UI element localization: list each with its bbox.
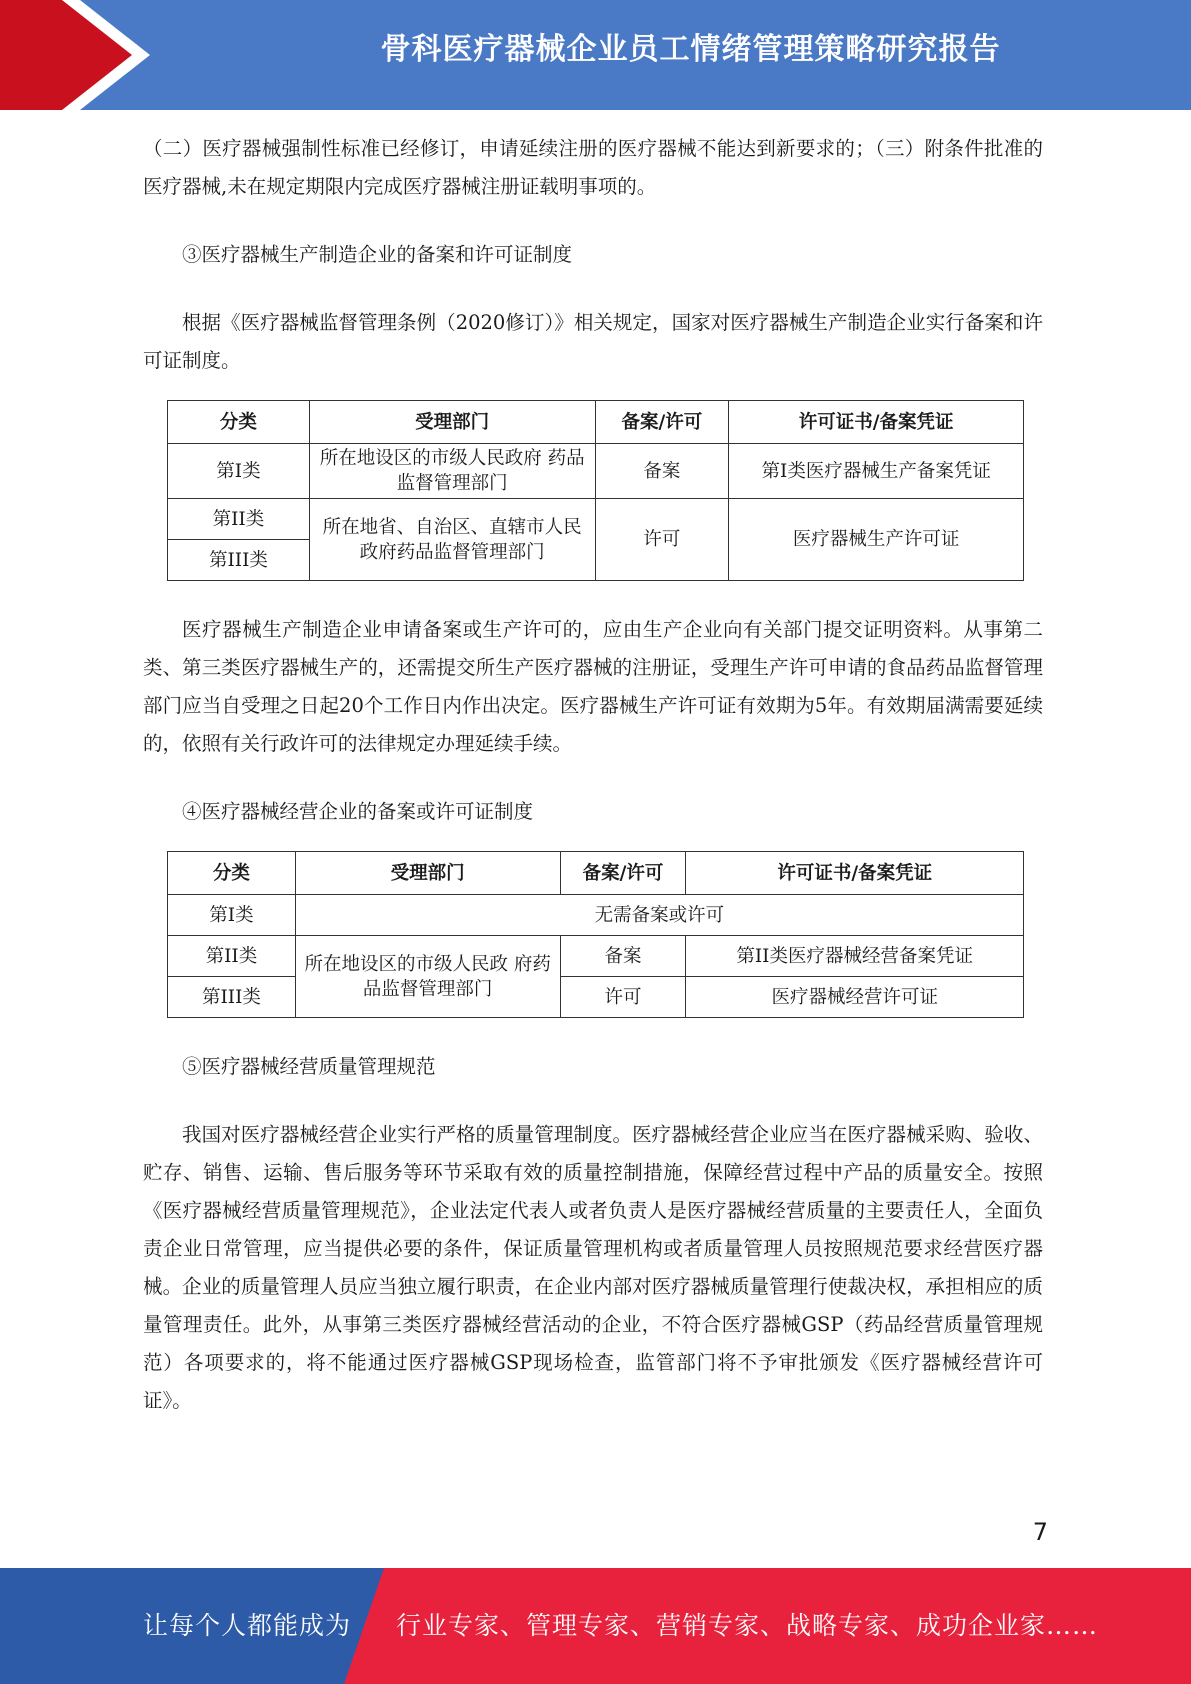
paragraph-production-regulation: 根据《医疗器械监督管理条例（2020修订）》相关规定，国家对医疗器械生产制造企业实行备案和许可证制度。: [143, 311, 1043, 372]
table-header-type: 备案/许可: [560, 852, 686, 895]
production-license-table: [167, 400, 1024, 581]
footer-slogan-left: 让每个人都能成为: [143, 1611, 352, 1640]
footer-slogan-right: 行业专家、管理专家、营销专家、战略专家、成功企业家……: [396, 1611, 1099, 1640]
page-content: [143, 130, 1043, 1420]
category-cell: 第I类: [168, 444, 310, 499]
distribution-license-table: [167, 851, 1024, 1018]
table-header-certificate: 许可证书/备案凭证: [729, 401, 1024, 444]
type-cell: 许可: [560, 977, 686, 1018]
certificate-cell: 第II类医疗器械经营备案凭证: [686, 936, 1024, 977]
category-cell: 第III类: [168, 977, 296, 1018]
category-cell: 第III类: [168, 540, 310, 581]
certificate-cell: 医疗器械生产许可证: [729, 499, 1024, 581]
table-header-department: 受理部门: [309, 401, 595, 444]
page-header: [0, 0, 1191, 110]
table-header-category: 分类: [168, 401, 310, 444]
table-header-category: 分类: [168, 852, 296, 895]
department-cell: 所在地省、自治区、直辖市人民政府药品监督管理部门: [309, 499, 595, 581]
merged-cell: 无需备案或许可: [295, 895, 1023, 936]
section-heading-production: ③医疗器械生产制造企业的备案和许可证制度: [182, 243, 573, 266]
type-cell: 备案: [595, 444, 729, 499]
department-cell: 所在地设区的市级人民政府 药品监督管理部门: [309, 444, 595, 499]
category-cell: 第II类: [168, 936, 296, 977]
certificate-cell: 第I类医疗器械生产备案凭证: [729, 444, 1024, 499]
type-cell: 许可: [595, 499, 729, 581]
department-cell: 所在地设区的市级人民政 府药品监督管理部门: [295, 936, 560, 1018]
page-number: 7: [1032, 1518, 1048, 1546]
category-cell: 第I类: [168, 895, 296, 936]
report-title: 骨科医疗器械企业员工情绪管理策略研究报告: [380, 32, 1001, 67]
table-row: [168, 499, 1024, 540]
type-cell: 备案: [560, 936, 686, 977]
page-footer: [0, 1568, 1191, 1684]
section-heading-quality: ⑤医疗器械经营质量管理规范: [182, 1055, 436, 1078]
table-header-type: 备案/许可: [595, 401, 729, 444]
table-header-certificate: 许可证书/备案凭证: [686, 852, 1024, 895]
paragraph-conditions: （二）医疗器械强制性标准已经修订，申请延续注册的医疗器械不能达到新要求的；（三）附条件批准的医疗器械,未在规定期限内完成医疗器械注册证载明事项的。: [143, 137, 1043, 198]
certificate-cell: 医疗器械经营许可证: [686, 977, 1024, 1018]
paragraph-production-application: 医疗器械生产制造企业申请备案或生产许可的，应由生产企业向有关部门提交证明资料。从事第二类、第三类医疗器械生产的，还需提交所生产医疗器械的注册证，受理生产许可申请的食品药品监督管理部门应当自受理之日起20个工作日内作出决定。医疗器械生产许可证有效期为5年。有效期届满需要延续的，依照有关行政许可的法律规定办理延续手续。: [143, 618, 1043, 755]
table-row: [168, 444, 1024, 499]
category-cell: 第II类: [168, 499, 310, 540]
paragraph-quality-management: 我国对医疗器械经营企业实行严格的质量管理制度。医疗器械经营企业应当在医疗器械采购、验收、贮存、销售、运输、售后服务等环节采取有效的质量控制措施，保障经营过程中产品的质量安全。按照《医疗器械经营质量管理规范》，企业法定代表人或者负责人是医疗器械经营质量的主要责任人，全面负责企业日常管理，应当提供必要的条件，保证质量管理机构或者质量管理人员按照规范要求经营医疗器械。企业的质量管理人员应当独立履行职责，在企业内部对医疗器械质量管理行使裁决权，承担相应的质量管理责任。此外，从事第三类医疗器械经营活动的企业，不符合医疗器械GSP（药品经营质量管理规范）各项要求的，将不能通过医疗器械GSP现场检查，监管部门将不予审批颁发《医疗器械经营许可证》。: [143, 1123, 1043, 1412]
section-heading-distribution: ④医疗器械经营企业的备案或许可证制度: [182, 800, 534, 823]
table-header-department: 受理部门: [295, 852, 560, 895]
table-row: [168, 895, 1024, 936]
table-row: [168, 936, 1024, 977]
